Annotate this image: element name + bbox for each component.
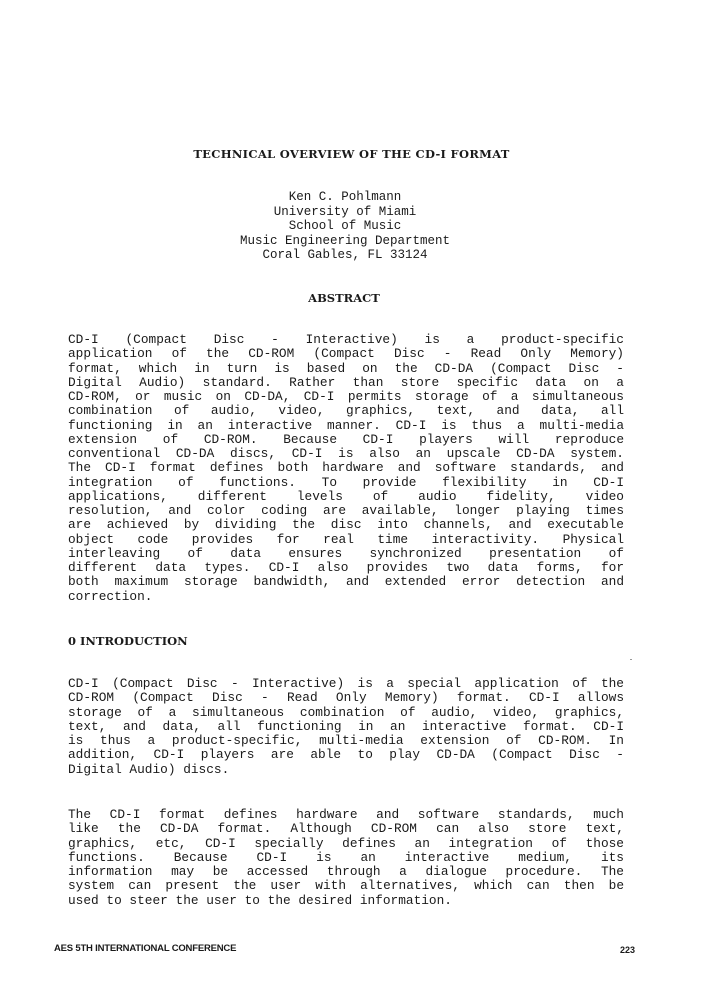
abstract-heading: ABSTRACT — [308, 291, 380, 305]
footer-conference: AES 5TH INTERNATIONAL CONFERENCE — [54, 943, 237, 954]
paragraph-line: addition, CD-I players are able to play CD-DA (Compact Disc - — [68, 747, 624, 763]
author-department: Music Engineering Department — [239, 233, 451, 248]
paragraph-line: Digital Audio) discs. — [68, 761, 230, 777]
paragraph-line: The CD-I format defines hardware and software standards, much — [68, 807, 624, 822]
abstract-line: applications, different levels of audio fidelity, video — [68, 488, 624, 504]
abstract-line: object code provides for real time interactivity. Physical — [68, 531, 624, 547]
author-university: University of Miami — [273, 204, 417, 219]
abstract-line: CD-I (Compact Disc - Interactive) is a product-specific — [68, 332, 624, 347]
abstract-line: functioning in an interactive manner. CD-I is thus a multi-media — [68, 417, 624, 433]
author-name: Ken C. Pohlmann — [288, 190, 402, 204]
paper-title: TECHNICAL OVERVIEW OF THE CD-I FORMAT — [193, 147, 510, 161]
abstract-line: combination of audio, video, graphics, text, and data, all — [68, 403, 624, 419]
author-location: Coral Gables, FL 33124 — [262, 248, 428, 262]
paragraph-line: text, and data, all functioning in an interactive format. CD-I — [68, 718, 624, 734]
abstract-line: format, which in turn is based on the CD-DA (Compact Disc - — [68, 360, 624, 376]
paragraph-line: like the CD-DA format. Although CD-ROM can also store text, — [68, 821, 624, 837]
author-school: School of Music — [288, 219, 402, 233]
scan-speck — [630, 659, 632, 660]
paragraph-line: graphics, etc, CD-I specially defines an integration of those — [68, 835, 624, 851]
paragraph-line: used to steer the user to the desired information. — [68, 892, 452, 908]
introduction-paragraph-1 — [68, 677, 624, 777]
abstract-line: correction. — [68, 588, 153, 604]
abstract-line: extension of CD-ROM. Because CD-I players will reproduce — [68, 431, 624, 447]
paragraph-line: information may be accessed through a dialogue procedure. The — [68, 864, 624, 879]
abstract-line: conventional CD-DA discs, CD-I is also an upscale CD-DA system. — [68, 446, 624, 461]
abstract-line: are achieved by dividing the disc into channels, and executable — [68, 517, 624, 533]
paragraph-line: functions. Because CD-I is an interactive medium, its — [68, 849, 624, 865]
introduction-paragraph-2 — [68, 808, 624, 908]
abstract-line: interleaving of data ensures synchronized presentation of — [68, 545, 624, 561]
abstract-line: The CD-I format defines both hardware and software standards, and — [68, 460, 624, 476]
abstract-line: different data types. CD-I also provides two data forms, for — [68, 560, 624, 575]
abstract-line: both maximum storage bandwidth, and extended error detection and — [68, 574, 624, 590]
paragraph-line: is thus a product-specific, multi-media extension of CD-ROM. In — [68, 733, 624, 748]
paragraph-line: storage of a simultaneous combination of audio, video, graphics, — [68, 704, 624, 720]
author-block — [0, 190, 690, 263]
abstract-line: Digital Audio) standard. Rather than store specific data on a — [68, 374, 624, 390]
abstract-line: application of the CD-ROM (Compact Disc - Read Only Memory) — [68, 346, 624, 362]
abstract-line: resolution, and color coding are available, longer playing times — [68, 503, 624, 518]
paragraph-line: system can present the user with alternatives, which can then be — [68, 878, 624, 894]
footer-page-number: 223 — [619, 945, 635, 955]
section-heading-introduction: 0 INTRODUCTION — [68, 634, 188, 648]
abstract-line: CD-ROM, or music on CD-DA, CD-I permits storage of a simultaneous — [68, 389, 624, 404]
paragraph-line: CD-I (Compact Disc - Interactive) is a special application of the — [68, 676, 624, 691]
paragraph-line: CD-ROM (Compact Disc - Read Only Memory) format. CD-I allows — [68, 690, 624, 706]
abstract-body — [68, 333, 624, 604]
abstract-line: integration of functions. To provide flexibility in CD-I — [68, 474, 624, 490]
